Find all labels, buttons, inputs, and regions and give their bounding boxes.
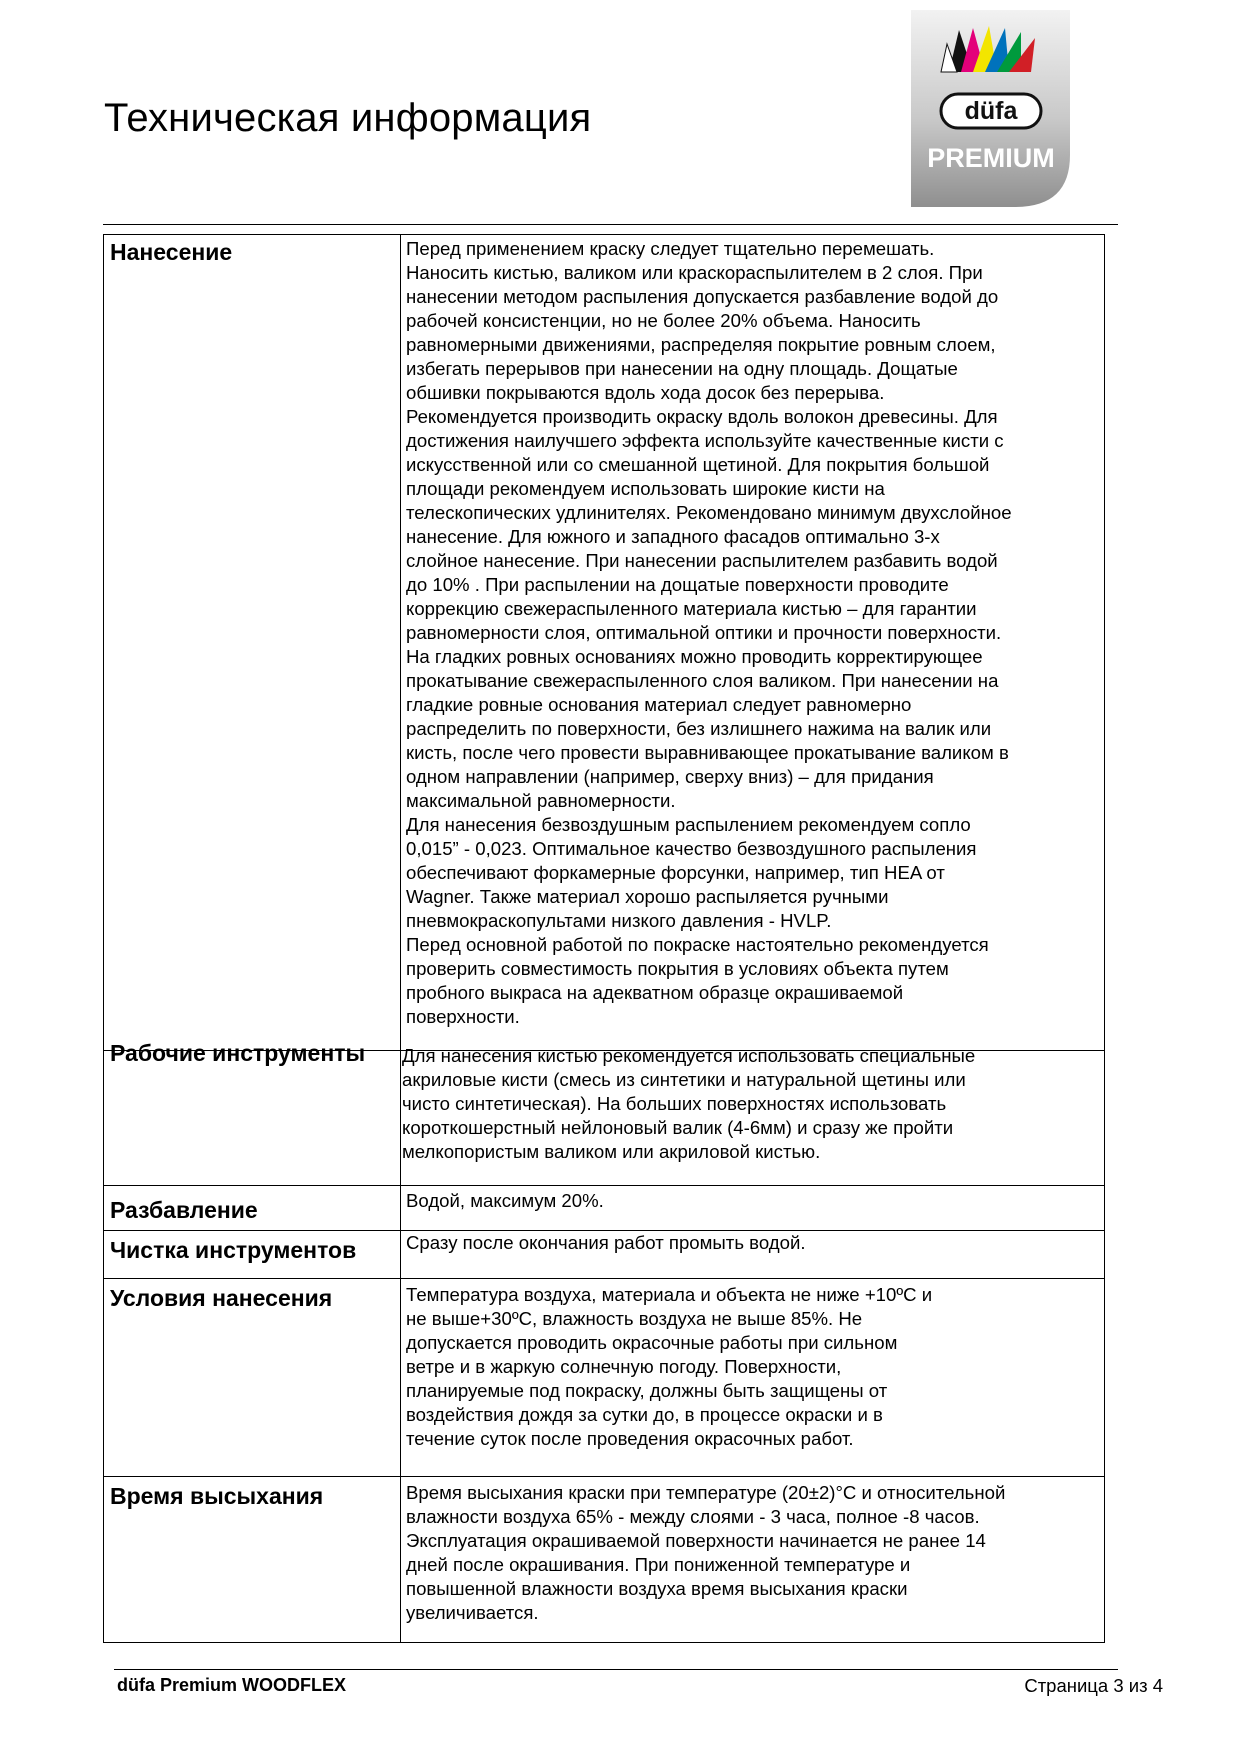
section-text-thinning [406,1189,1036,1213]
text-line: равномерности слоя, оптимальной оптики и прочности поверхности. [406,622,1002,643]
text-line: чисто синтетическая). На больших поверхностях использовать [402,1093,947,1114]
text-line: пробного выкраса на адекватном образце окрашиваемой [406,982,904,1003]
text-line: 0,015” - 0,023. Оптимальное качество безвоздушного распыления [406,838,977,859]
section-text-conditions [406,1283,1036,1451]
logo-brand: düfa [964,97,1018,125]
text-line: коррекцию свежераспыленного материала кистью – для гарантии [406,598,977,619]
text-line: прокатывание свежераспыленного слоя валиком. При нанесении на [406,670,999,691]
section-label-tools: Рабочие инструменты [110,1040,366,1066]
footer-page-number: Страница 3 из 4 [1024,1675,1163,1696]
text-line: кисть, после чего провести выравнивающее прокатывание валиком в [406,742,1009,763]
row-divider [103,1476,1105,1477]
section-text-tools [402,1044,1032,1164]
text-line: достижения наилучшего эффекта используйте качественные кисти с [406,430,1004,451]
text-line: мелкопористым валиком или акриловой кистью. [402,1141,821,1162]
text-line: пневмокраскопультами низкого давления - HVLP. [406,910,832,931]
text-line: Температура воздуха, материала и объекта не ниже +10ºС и [406,1284,933,1305]
section-text-application [406,237,1036,1029]
section-label-cleaning: Чистка инструментов [110,1237,357,1263]
section-label-drying-time: Время высыхания [110,1483,324,1509]
text-line: нанесении методом распыления допускается разбавление водой до [406,286,999,307]
text-line: распределить по поверхности, без излишнего нажима на валик или [406,718,992,739]
section-text-cleaning [406,1231,1036,1255]
text-line: Эксплуатация окрашиваемой поверхности начинается не ранее 14 [406,1530,986,1551]
footer-product-name: düfa Premium WOODFLEX [117,1675,347,1695]
page-title: Техническая информация [104,96,592,140]
text-line: На гладких ровных основаниях можно проводить корректирующее [406,646,983,667]
text-line: Wagner. Также материал хорошо распыляется ручными [406,886,889,907]
text-line: Для нанесения кистью рекомендуется использовать специальные [402,1045,976,1066]
text-line: слойное нанесение. При нанесении распылителем разбавить водой [406,550,998,571]
text-line: искусственной или со смешанной щетиной. Для покрытия большой [406,454,990,475]
column-divider [400,234,401,1643]
text-line: короткошерстный нейлоновый валик (4-6мм) и сразу же пройти [402,1117,954,1138]
text-line: Рекомендуется производить окраску вдоль волокон древесины. Для [406,406,998,427]
text-line: Сразу после окончания работ промыть водой. [406,1232,806,1253]
text-line: рабочей консистенции, но не более 20% объема. Наносить [406,310,921,331]
text-line: ветре и в жаркую солнечную погоду. Поверхности, [406,1356,842,1377]
section-label-conditions: Условия нанесения [110,1285,333,1311]
text-line: поверхности. [406,1006,520,1027]
text-line: до 10% . При распылении на дощатые поверхности проводите [406,574,949,595]
text-line: не выше+30ºС, влажность воздуха не выше 85%. Не [406,1308,863,1329]
text-line: площади рекомендуем использовать широкие кисти на [406,478,885,499]
section-label-application: Нанесение [110,239,233,265]
text-line: воздействия дождя за сутки до, в процессе окраски и в [406,1404,883,1425]
brand-logo [911,10,1070,207]
text-line: Водой, максимум 20%. [406,1190,604,1211]
text-line: Наносить кистью, валиком или краскораспылителем в 2 слоя. При [406,262,983,283]
text-line: обеспечивают форкамерные форсунки, например, тип HEA от [406,862,945,883]
text-line: телескопических удлинителях. Рекомендовано минимум двухслойное [406,502,1012,523]
text-line: одном направлении (например, сверху вниз) – для придания [406,766,934,787]
text-line: планируемые под покраску, должны быть защищены от [406,1380,888,1401]
row-divider [103,1278,1105,1279]
text-line: равномерными движениями, распределяя покрытие ровным слоем, [406,334,996,355]
header-divider [103,224,1118,225]
text-line: течение суток после проведения окрасочных работ. [406,1428,854,1449]
text-line: акриловые кисти (смесь из синтетики и натуральной щетины или [402,1069,966,1090]
text-line: обшивки покрываются вдоль хода досок без перерыва. [406,382,885,403]
text-line: повышенной влажности воздуха время высыхания краски [406,1578,908,1599]
text-line: Перед применением краску следует тщательно перемешать. [406,238,935,259]
text-line: влажности воздуха 65% - между слоями - 3 часа, полное -8 часов. [406,1506,980,1527]
section-label-thinning: Разбавление [110,1197,258,1223]
text-line: нанесение. Для южного и западного фасадов оптимально 3-х [406,526,940,547]
text-line: Для нанесения безвоздушным распылением рекомендуем сопло [406,814,971,835]
text-line: дней после окрашивания. При пониженной температуре и [406,1554,911,1575]
section-text-drying-time [406,1481,1036,1625]
text-line: допускается проводить окрасочные работы при сильном [406,1332,898,1353]
text-line: максимальной равномерности. [406,790,676,811]
text-line: Время высыхания краски при температуре (20±2)°С и относительной [406,1482,1006,1503]
logo-badge: PREMIUM [927,143,1055,173]
text-line: проверить совместимость покрытия в условиях объекта путем [406,958,949,979]
text-line: Перед основной работой по покраске настоятельно рекомендуется [406,934,989,955]
text-line: увеличивается. [406,1602,539,1623]
footer-divider [114,1669,1118,1670]
text-line: избегать перерывов при нанесении на одну площадь. Дощатые [406,358,958,379]
row-divider [103,1185,1105,1186]
text-line: гладкие ровные основания материал следует равномерно [406,694,912,715]
